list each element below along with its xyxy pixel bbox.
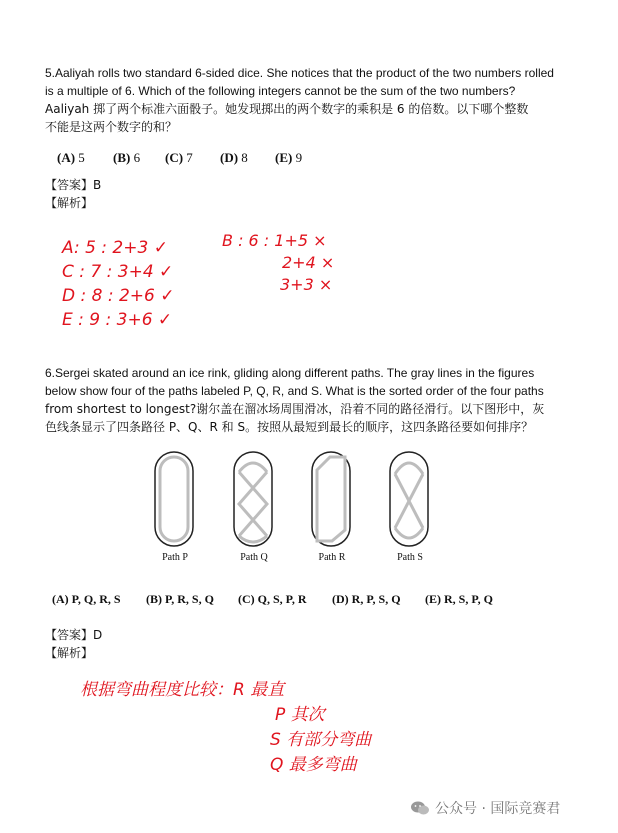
path-s-label: Path S: [397, 552, 423, 563]
path-r-figure: [312, 452, 350, 546]
hand-line: 根据弯曲程度比较：R 最直: [80, 680, 285, 700]
q6-text-line3: from shortest to longest?谢尔盖在溜冰场周围滑冰，沿着不同的路径滑行。以下图形中，灰: [45, 402, 545, 416]
hand-line: 2+4 ×: [282, 253, 335, 272]
path-r-label: Path R: [318, 552, 346, 563]
q6-text-line1: 6.Sergei skated around an ice rink, gliding along different paths. The gray lines in the figures: [45, 366, 535, 380]
paths-figure: [140, 448, 450, 552]
hand-line: D : 8 : 2+6 ✓: [62, 286, 175, 306]
q6-handwritten: [80, 678, 371, 778]
q5-cn-line1: Aaliyah 掷了两个标准六面骰子。她发现掷出的两个数字的乘积是 6 的倍数。以下哪个整数: [45, 102, 529, 116]
watermark-text: 公众号 · 国际竞赛君: [435, 801, 561, 817]
hand-line: C : 7 : 3+4 ✓: [62, 262, 174, 282]
q6-text-line2: below show four of the paths labeled P, Q, R, and S. What is the sorted order of the four paths: [45, 384, 544, 398]
hand-line: P 其次: [275, 705, 325, 725]
q5-choice-a: (A) 5: [57, 150, 85, 165]
q6-text-line4: 色线条显示了四条路径 P、Q、R 和 S。按照从最短到最长的顺序，这四条路径要如何排序？: [45, 420, 534, 434]
path-p-figure: [155, 452, 193, 546]
watermark: [410, 798, 560, 818]
q5-text-line2: is a multiple of 6. Which of the following integers cannot be the sum of the two numbers?: [45, 84, 516, 98]
q5-choice-e: (E) 9: [275, 150, 303, 165]
hand-line: S 有部分弯曲: [270, 730, 372, 750]
q6-choice-d: (D) R, P, S, Q: [332, 592, 401, 606]
q6-analysis: 【解析】: [45, 646, 94, 660]
q5-answer: 【答案】B: [45, 178, 102, 192]
path-s-figure: [390, 452, 428, 546]
wechat-icon: [410, 800, 430, 816]
q5-choice-c: (C) 7: [165, 150, 193, 165]
path-p-label: Path P: [162, 552, 188, 563]
q6-choice-c: (C) Q, S, P, R: [238, 592, 307, 606]
q6-choice-a: (A) P, Q, R, S: [52, 592, 121, 606]
q5-cn-line2: 不能是这两个数字的和？: [45, 120, 178, 134]
q6-choice-b: (B) P, R, S, Q: [146, 592, 214, 606]
q5-handwritten-right: [222, 230, 334, 296]
q5-handwritten-left: [62, 236, 175, 332]
hand-line: 3+3 ×: [280, 275, 333, 294]
path-q-figure: [234, 452, 272, 546]
q5-analysis: 【解析】: [45, 196, 94, 210]
hand-line: E : 9 : 3+6 ✓: [62, 310, 173, 330]
path-q-label: Path Q: [240, 552, 268, 563]
q6-answer: 【答案】D: [45, 628, 103, 642]
q5-choice-d: (D) 8: [220, 150, 248, 165]
q5-text-line1: 5.Aaliyah rolls two standard 6-sided dice. She notices that the product of the two numbers rolled: [45, 66, 554, 80]
q5-choice-b: (B) 6: [113, 150, 141, 165]
q6-choice-e: (E) R, S, P, Q: [425, 592, 493, 606]
hand-line: Q 最多弯曲: [270, 755, 357, 775]
hand-line: B : 6 : 1+5 ×: [222, 231, 327, 250]
hand-line: A: 5 : 2+3 ✓: [62, 238, 168, 258]
